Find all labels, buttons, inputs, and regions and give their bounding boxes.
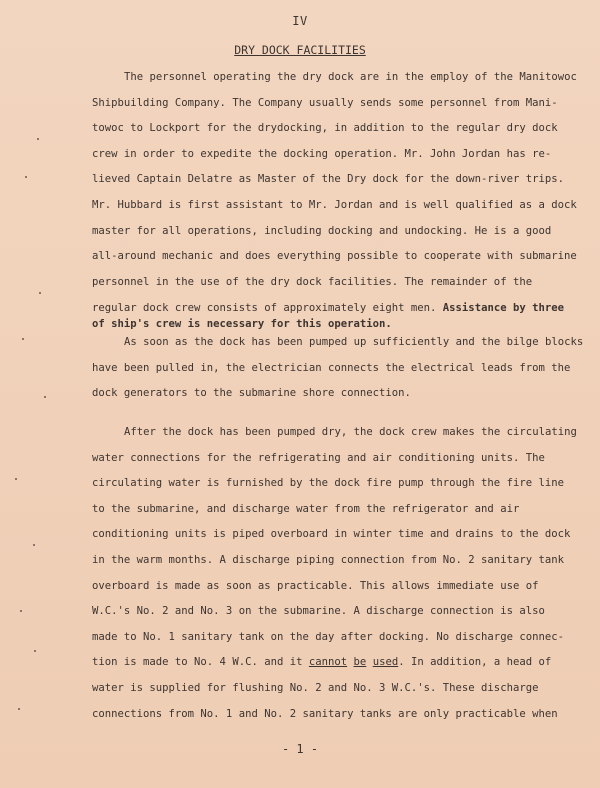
text-line: connections from No. 1 and No. 2 sanitary tanks are only practicable when [92, 707, 558, 720]
paragraph-water-connections [92, 420, 582, 727]
scan-speck [39, 292, 41, 294]
page-number: - 1 - [281, 742, 319, 756]
text-line: all-around mechanic and does everything possible to cooperate with submarine [92, 250, 577, 263]
text-segment: regular dock crew consists of approximately eight men. [92, 302, 437, 315]
text-line: to the submarine, and discharge water from the refrigerator and air [92, 502, 520, 515]
underlined-text: cannot [308, 656, 348, 669]
text-line: personnel in the use of the dry dock facilities. The remainder of the [92, 275, 533, 288]
scan-speck [34, 650, 36, 652]
section-number: IV [292, 14, 308, 28]
text-line: in the warm months. A discharge piping connection from No. 2 sanitary tank [92, 553, 564, 566]
emphasis-line: of ship's crew is necessary for this operation. [92, 318, 392, 331]
paragraph-dock-personnel [92, 65, 582, 331]
scan-speck [18, 708, 20, 710]
text-line: towoc to Lockport for the drydocking, in addition to the regular dry dock [92, 122, 558, 135]
text-line: master for all operations, including docking and undocking. He is a good [92, 224, 552, 237]
text-line: Shipbuilding Company. The Company usually sends some personnel from Mani- [92, 96, 558, 109]
paragraph-electrical-connection [92, 330, 582, 407]
text-line: After the dock has been pumped dry, the dock crew makes the circulating [124, 426, 577, 438]
text-line-with-emphasis [92, 295, 582, 317]
scan-speck [33, 544, 35, 546]
text-line-with-underline [92, 650, 582, 676]
text-line: water is supplied for flushing No. 2 and No. 3 W.C.'s. These discharge [92, 681, 539, 694]
text-line: As soon as the dock has been pumped up sufficiently and the bilge blocks [124, 336, 584, 348]
underlined-text: be [353, 656, 367, 669]
scan-speck [22, 338, 24, 340]
text-line: circulating water is furnished by the dock fire pump through the fire line [92, 477, 564, 490]
section-title: DRY DOCK FACILITIES [234, 43, 366, 57]
text-segment: . In addition, a head of [398, 656, 552, 669]
underlined-text: used [372, 656, 399, 669]
scan-speck [15, 478, 17, 480]
text-segment: tion is made to No. 4 W.C. and it [92, 656, 309, 669]
text-line: W.C.'s No. 2 and No. 3 on the submarine. A discharge connection is also [92, 605, 545, 618]
text-line: crew in order to expedite the docking operation. Mr. John Jordan has re- [92, 147, 552, 160]
text-line: Mr. Hubbard is first assistant to Mr. Jordan and is well qualified as a dock [92, 198, 577, 211]
scan-speck [25, 176, 27, 178]
text-line: overboard is made as soon as practicable. This allows immediate use of [92, 579, 539, 592]
text-line: water connections for the refrigerating and air conditioning units. The [92, 451, 545, 464]
scan-speck [44, 396, 46, 398]
text-line: The personnel operating the dry dock are in the employ of the Manitowoc [124, 71, 577, 83]
text-line: lieved Captain Delatre as Master of the Dry dock for the down-river trips. [92, 173, 564, 186]
text-line: conditioning units is piped overboard in winter time and drains to the dock [92, 528, 571, 541]
text-line: dock generators to the submarine shore connection. [92, 387, 411, 400]
emphasis-text: Assistance by three [436, 302, 564, 315]
scan-speck [20, 610, 22, 612]
text-line: made to No. 1 sanitary tank on the day after docking. No discharge connec- [92, 630, 564, 643]
text-line: have been pulled in, the electrician connects the electrical leads from the [92, 361, 571, 374]
scan-speck [37, 138, 39, 140]
